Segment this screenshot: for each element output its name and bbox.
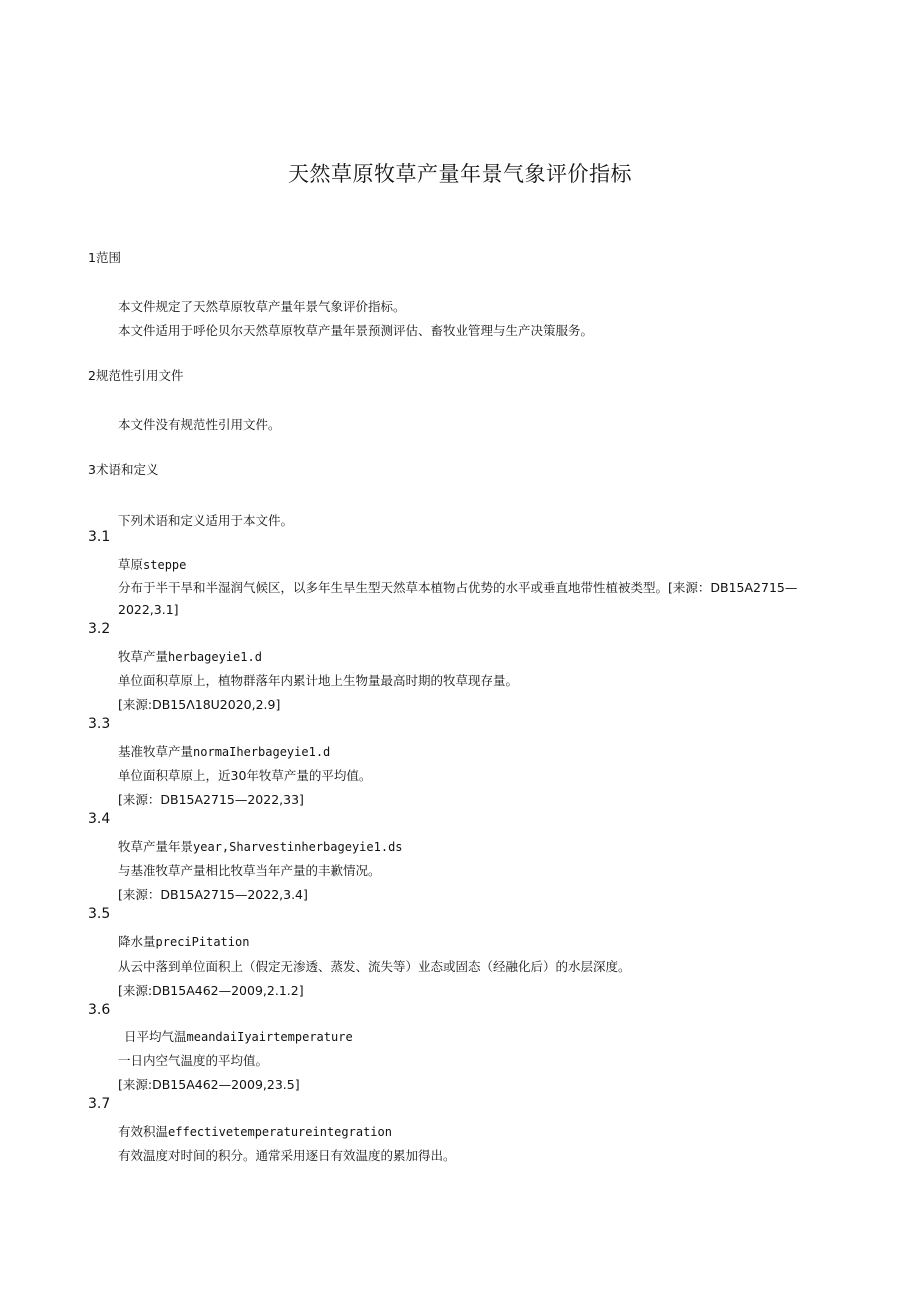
term-number: 3.3: [88, 716, 111, 732]
term-number: 3.7: [88, 1096, 111, 1112]
term-source: [来源:DB15A462—2009,23.5]: [118, 1077, 300, 1092]
term-en: normaIherbageyie1.d: [193, 745, 331, 759]
section-heading-terms-definitions: 3术语和定义: [88, 462, 159, 477]
term-title: [118, 837, 403, 855]
term-zh: 牧草产量年景: [118, 839, 194, 854]
term-zh: 基准牧草产量: [118, 744, 194, 759]
term-title: [118, 1122, 392, 1140]
term-title: [118, 647, 262, 665]
term-number: 3.1: [88, 529, 111, 545]
term-en: effectivetemperatureintegration: [168, 1125, 392, 1139]
term-title: [118, 555, 186, 573]
term-title: [118, 742, 330, 760]
term-source: [来源：DB15A2715—2022,33]: [118, 792, 304, 807]
term-number: 3.2: [88, 621, 111, 637]
term-number: 3.6: [88, 1002, 111, 1018]
section-heading-scope: 1范围: [88, 250, 121, 265]
term-definition: 与基准牧草产量相比牧草当年产量的丰歉情况。: [118, 863, 381, 878]
section-heading-normative-references: 2规范性引用文件: [88, 368, 184, 383]
term-en: year,Sharvestinherbageyie1.ds: [193, 840, 403, 854]
paragraph: 本文件适用于呼伦贝尔天然草原牧草产量年景预测评估、畜牧业管理与生产决策服务。: [118, 323, 594, 338]
term-number: 3.5: [88, 906, 111, 922]
term-en: steppe: [143, 558, 187, 572]
term-title: [118, 932, 249, 950]
term-title: [124, 1027, 353, 1045]
term-source: [来源:DB15A462—2009,2.1.2]: [118, 983, 304, 998]
term-zh: 日平均气温: [124, 1029, 187, 1044]
term-en: herbageyie1.d: [168, 650, 262, 664]
term-en: meandaiIyairtemperature: [186, 1030, 353, 1044]
paragraph: 下列术语和定义适用于本文件。: [118, 513, 294, 528]
term-number: 3.4: [88, 811, 111, 827]
term-zh: 有效积温: [118, 1124, 169, 1139]
term-definition: 从云中落到单位面积上（假定无渗透、蒸发、流失等）业态或固态（经融化后）的水层深度。: [118, 959, 631, 974]
term-definition: 单位面积草原上，近30年牧草产量的平均值。: [118, 768, 372, 783]
document-title: 天然草原牧草产量年景气象评价指标: [288, 162, 632, 186]
paragraph: 本文件没有规范性引用文件。: [118, 417, 281, 432]
paragraph: 本文件规定了天然草原牧草产量年景气象评价指标。: [118, 299, 406, 314]
term-definition: 分布于半干旱和半湿润气候区，以多年生旱生型天然草本植物占优势的水平或垂直地带性植被类型。[来源：DB15A2715—2022,3.1]: [118, 580, 798, 617]
term-source: [来源：DB15A2715—2022,3.4]: [118, 887, 308, 902]
term-zh: 草原: [118, 557, 144, 572]
term-en: preciPitation: [155, 935, 250, 949]
term-definition: 单位面积草原上，植物群落年内累计地上生物量最高时期的牧草现存量。: [118, 673, 519, 688]
term-definition: 有效温度对时间的积分。通常采用逐日有效温度的累加得出。: [118, 1148, 456, 1163]
term-zh: 降水量: [118, 934, 156, 949]
term-zh: 牧草产量: [118, 649, 169, 664]
term-source: [来源:DB15Λ18U2020,2.9]: [118, 697, 281, 712]
term-definition: 一日内空气温度的平均值。: [118, 1053, 269, 1068]
